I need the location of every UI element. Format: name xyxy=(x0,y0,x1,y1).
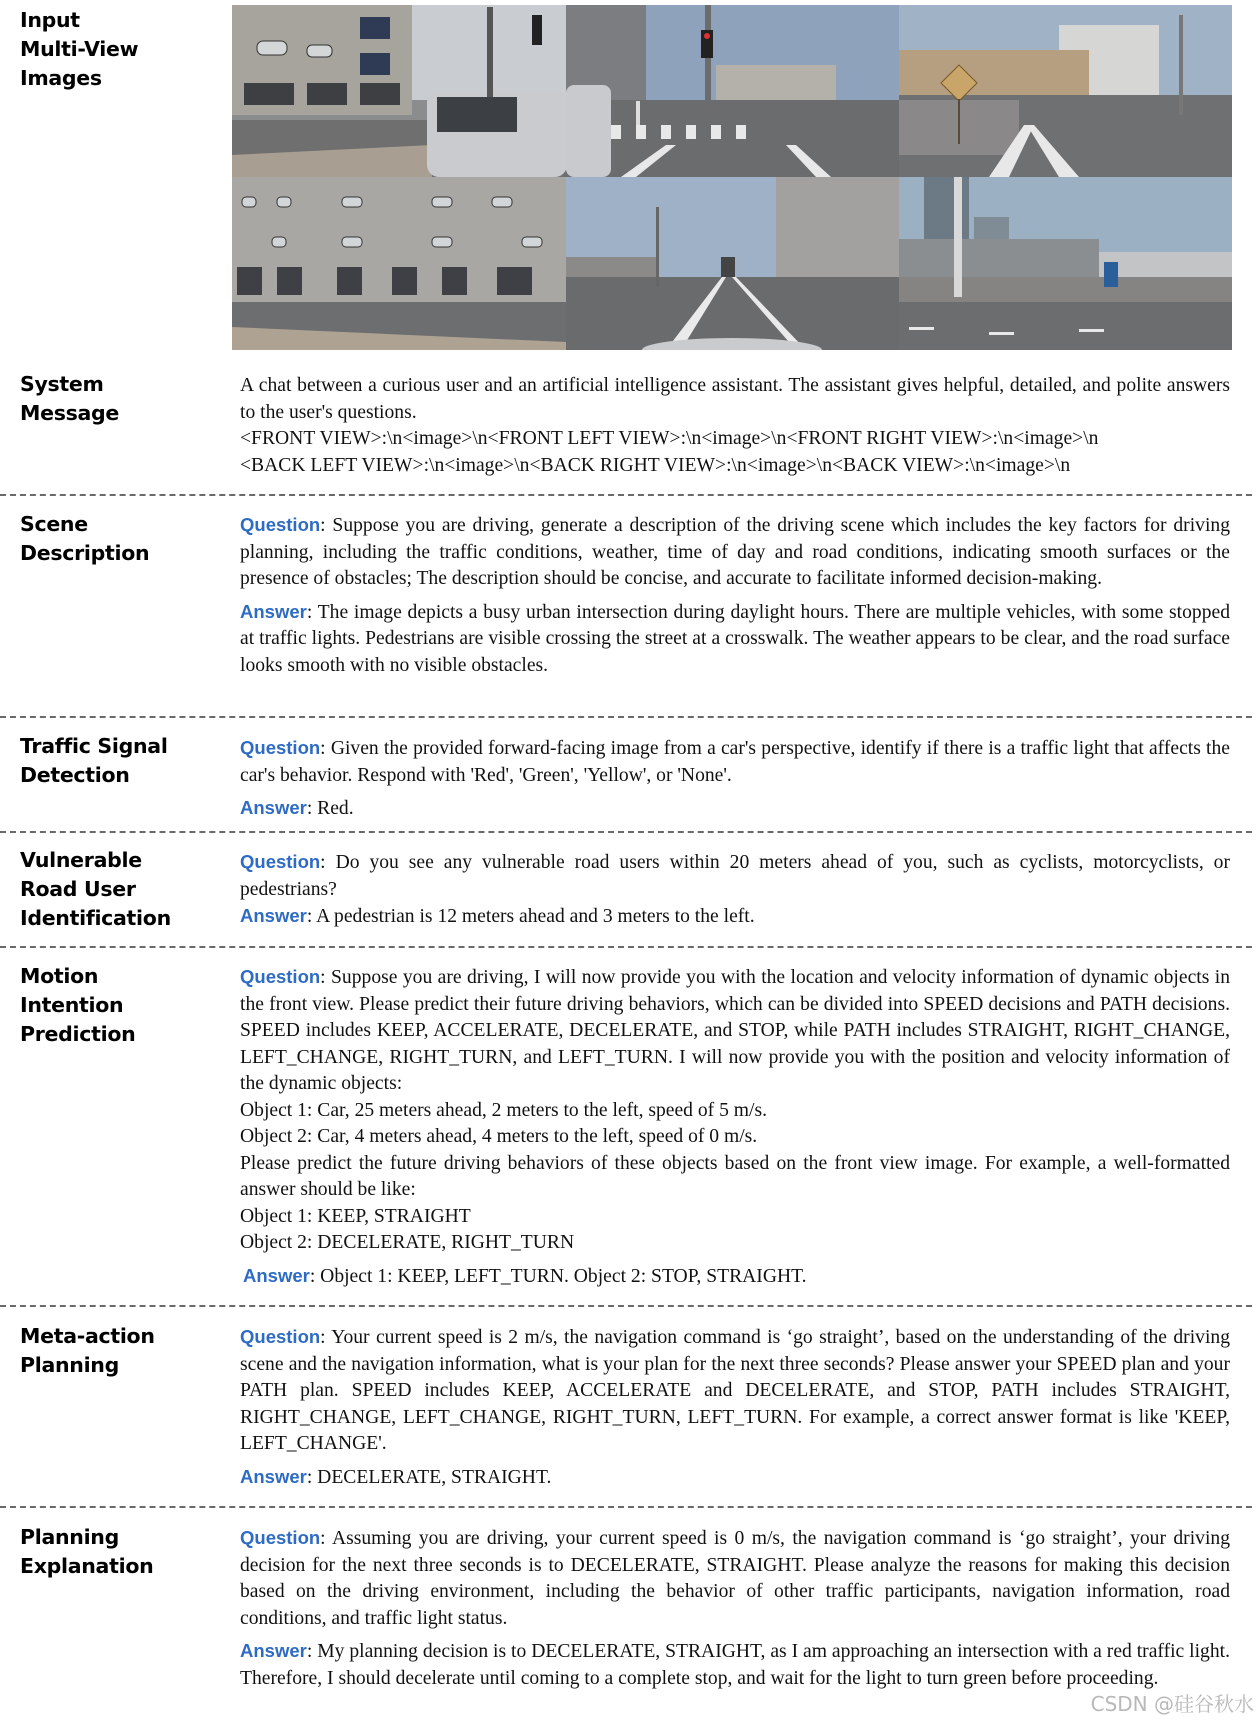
traffic-question xyxy=(240,735,1230,789)
question-keyword: Question xyxy=(240,737,321,758)
label-line: Message xyxy=(20,401,120,425)
label-line: Multi-View xyxy=(20,37,139,61)
motion-intention-content xyxy=(240,964,1230,1290)
back-view-image xyxy=(566,177,899,350)
label-system-message xyxy=(20,370,119,428)
front-view-image xyxy=(566,5,899,177)
section-divider xyxy=(0,831,1252,833)
question-text: : Assuming you are driving, your current speed is 0 m/s, the navigation command is ‘go straight’, your driving decision for the next three seconds is to DECELERATE, STRAIGHT. Please analyze the reasons for making this decision based on the driving environment, including the behavior of other traffic participants, navigation information, road conditions, and traffic light status. xyxy=(240,1528,1230,1629)
answer-keyword: Answer xyxy=(240,1640,307,1661)
question-keyword: Question xyxy=(240,1527,321,1548)
label-line: Planning xyxy=(20,1353,119,1377)
system-message-views-line2: <BACK LEFT VIEW>:\n<image>\n<BACK RIGHT VIEW>:\n<image>\n<BACK VIEW>:\n<image>\n xyxy=(240,454,1071,476)
front-left-view-image xyxy=(232,5,566,177)
section-divider xyxy=(0,1305,1252,1307)
question-text: : Do you see any vulnerable road users within 20 meters ahead of you, such as cyclists, motorcyclists, or pedestrians? xyxy=(240,852,1230,900)
watermark: CSDN @硅谷秋水 xyxy=(1090,1692,1254,1716)
answer-text: : Object 1: KEEP, LEFT_TURN. Object 2: STOP, STRAIGHT. xyxy=(309,1265,807,1287)
section-divider xyxy=(0,716,1252,718)
answer-keyword: Answer xyxy=(240,1465,307,1487)
answer-text: : The image depicts a busy urban intersection during daylight hours. There are multiple vehicles, with some stopped at traffic lights. Pedestrians are visible crossing the street at a crosswalk. The weather appears to be clear, and the road surface looks smooth with no visible obstacles. xyxy=(240,601,1230,676)
label-line: Intention xyxy=(20,993,124,1017)
scene-description-content xyxy=(240,512,1230,679)
answer-text: : Red. xyxy=(306,798,354,819)
back-left-view-image xyxy=(232,177,566,350)
label-line: Detection xyxy=(20,763,130,787)
question-text: : Given the provided forward-facing image from a car's perspective, identify if there is a traffic light that affects the car's behavior. Respond with 'Red', 'Green', 'Yellow', or 'None'. xyxy=(240,738,1230,786)
label-scene-description xyxy=(20,510,149,568)
instruction-text: Please predict the future driving behaviors of these objects based on the front view image. For example, a well-formatted answer should be like: xyxy=(240,1152,1230,1200)
label-line: Identification xyxy=(20,906,171,930)
system-message-content xyxy=(240,373,1230,479)
label-line: Planning xyxy=(20,1525,119,1549)
label-line: Meta-action xyxy=(20,1324,155,1348)
question-keyword: Question xyxy=(240,851,321,872)
section-divider xyxy=(0,494,1252,496)
object-2-info: Object 2: Car, 4 meters ahead, 4 meters to the left, speed of 0 m/s. xyxy=(240,1126,758,1147)
label-line: Description xyxy=(20,541,150,565)
question-keyword: Question xyxy=(240,966,321,987)
label-line: Motion xyxy=(20,964,99,988)
meta-action-content xyxy=(240,1324,1230,1491)
multi-view-image-grid xyxy=(232,5,1232,350)
meta-question xyxy=(240,1324,1230,1458)
label-meta-action-planning xyxy=(20,1322,155,1380)
system-message-views-line1: <FRONT VIEW>:\n<image>\n<FRONT LEFT VIEW>:\n<image>\n<FRONT RIGHT VIEW>:\n<image>\n xyxy=(240,428,1099,449)
meta-answer xyxy=(240,1464,1230,1492)
label-line: Traffic Signal xyxy=(20,734,168,758)
question-keyword: Question xyxy=(240,1326,321,1347)
label-planning-explanation xyxy=(20,1523,153,1581)
answer-keyword: Answer xyxy=(243,1264,310,1286)
motion-question xyxy=(240,964,1230,1098)
answer-keyword: Answer xyxy=(240,600,307,622)
label-traffic-signal-detection xyxy=(20,732,168,790)
traffic-signal-content xyxy=(240,735,1230,823)
label-line: Scene xyxy=(20,512,88,536)
planning-explanation-content xyxy=(240,1525,1230,1692)
example-1: Object 1: KEEP, STRAIGHT xyxy=(240,1205,471,1227)
question-keyword: Question xyxy=(240,514,321,535)
answer-text: : A pedestrian is 12 meters ahead and 3 meters to the left. xyxy=(306,906,755,927)
back-right-view-image xyxy=(899,177,1232,350)
object-1-info: Object 1: Car, 25 meters ahead, 2 meters to the left, speed of 5 m/s. xyxy=(240,1099,768,1121)
label-line: Explanation xyxy=(20,1554,154,1578)
answer-keyword: Answer xyxy=(240,797,307,818)
vru-question xyxy=(240,849,1230,903)
label-line: Input xyxy=(20,8,80,32)
system-message-text: A chat between a curious user and an artificial intelligence assistant. The assistant gives helpful, detailed, and polite answers to the user's questions. xyxy=(240,375,1230,423)
label-line: Vulnerable xyxy=(20,848,142,872)
label-vulnerable-road-user xyxy=(20,846,171,933)
label-line: Road User xyxy=(20,877,136,901)
section-divider xyxy=(0,1506,1252,1508)
planning-question xyxy=(240,1525,1230,1632)
example-2: Object 2: DECELERATE, RIGHT_TURN xyxy=(240,1232,575,1253)
vru-content xyxy=(240,849,1230,931)
label-line: Prediction xyxy=(20,1022,136,1046)
label-input-images xyxy=(20,6,138,93)
answer-text: : DECELERATE, STRAIGHT. xyxy=(306,1466,552,1488)
question-text: : Your current speed is 2 m/s, the navigation command is ‘go straight’, based on the understanding of the driving scene and the navigation information, what is your plan for the next three seconds? Please answer your SPEED plan and your PATH plan. SPEED includes KEEP, ACCELERATE and DECELERATE, and STOP, PATH includes STRAIGHT, RIGHT_CHANGE, LEFT_CHANGE, RIGHT_TURN, LEFT_TURN. For example, a correct answer format is like 'KEEP, LEFT_CHANGE'. xyxy=(240,1327,1230,1454)
label-line: Images xyxy=(20,66,102,90)
traffic-answer xyxy=(240,795,1230,823)
planning-answer xyxy=(240,1638,1230,1692)
front-right-view-image xyxy=(899,5,1232,177)
answer-keyword: Answer xyxy=(240,905,307,926)
motion-answer xyxy=(240,1263,1230,1291)
question-text: : Suppose you are driving, I will now provide you with the location and velocity information of dynamic objects in the front view. Please predict their future driving behaviors, which can be divided into SPEED decisions and PATH decisions. SPEED includes KEEP, ACCELERATE, DECELERATE, and STOP, while PATH includes STRAIGHT, RIGHT_CHANGE, LEFT_CHANGE, RIGHT_TURN, and LEFT_TURN. I will now provide you with the position and velocity information of the dynamic objects: xyxy=(240,967,1230,1094)
scene-answer xyxy=(240,599,1230,680)
label-line: System xyxy=(20,372,104,396)
vru-answer xyxy=(240,903,1230,931)
section-divider xyxy=(0,946,1252,948)
scene-question xyxy=(240,512,1230,593)
answer-text: : My planning decision is to DECELERATE, STRAIGHT, as I am approaching an intersection with a red traffic light. Therefore, I should decelerate until coming to a complete stop, and wait for the light to turn green before proceeding. xyxy=(240,1641,1230,1689)
label-motion-intention-prediction xyxy=(20,962,135,1049)
question-text: : Suppose you are driving, generate a description of the driving scene which includes the key factors for driving planning, including the traffic conditions, weather, time of day and road conditions, indicating smooth surfaces or the presence of obstacles; The description should be concise, and accurate to facilitate informed decision-making. xyxy=(240,515,1230,589)
